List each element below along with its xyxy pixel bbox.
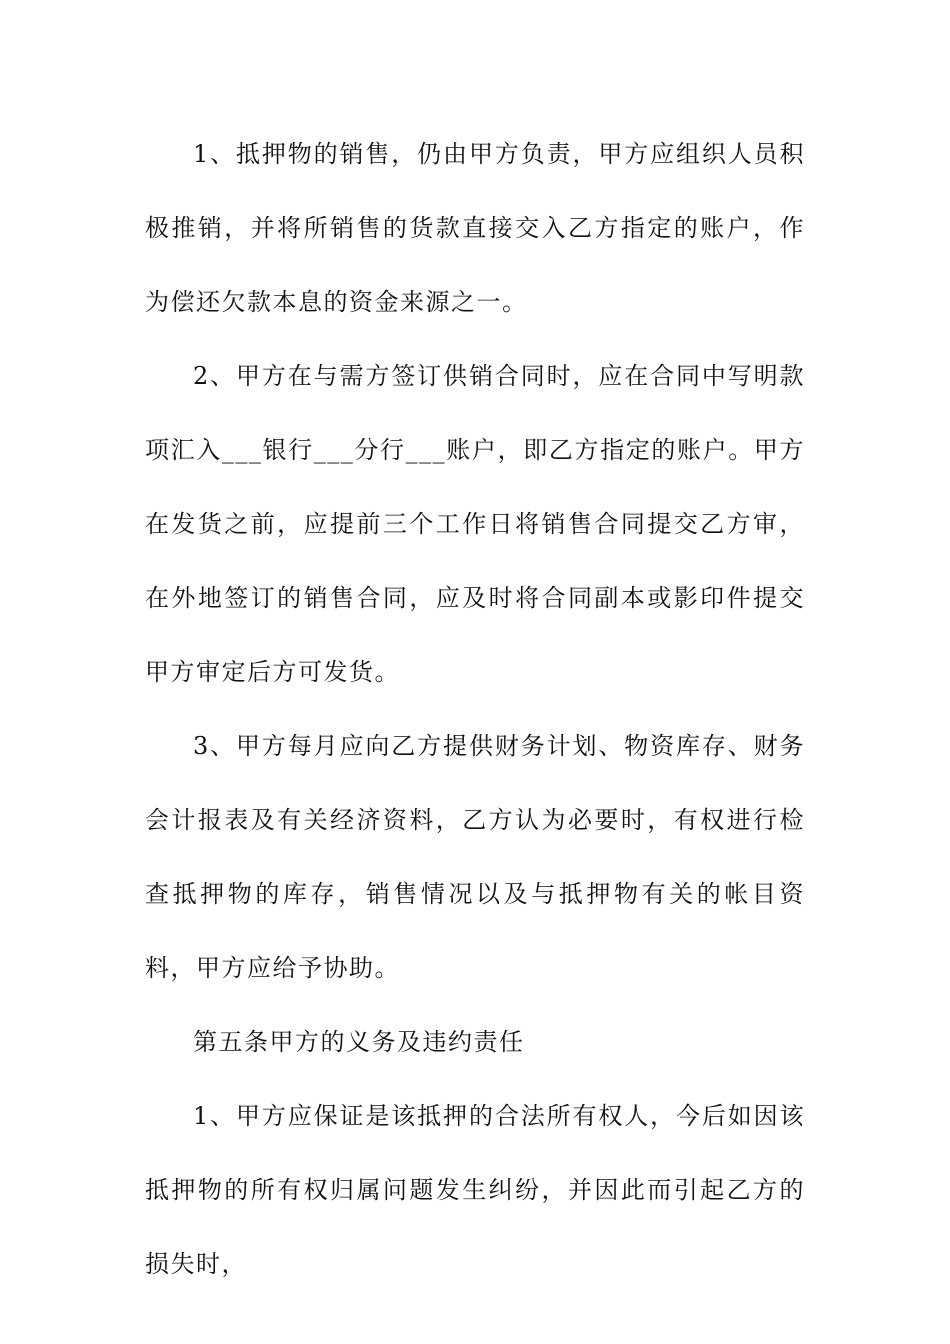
paragraph-supply-contract: 2、甲方在与需方签订供销合同时，应在合同中写明款项汇入___银行___分行___账户，即乙方指定的账户。甲方在发货之前，应提前三个工作日将销售合同提交乙方审，在外地签订的销售合同，应及时将合同副本或影印件提交甲方审定后方可发货。 <box>145 362 805 686</box>
paragraph-ownership-guarantee: 1、甲方应保证是该抵押的合法所有权人，今后如因该抵押物的所有权归属问题发生纠纷，并因此而引起乙方的损失时， <box>145 1102 805 1278</box>
document-body <box>145 117 805 1301</box>
paragraph-sales-responsibility: 1、抵押物的销售，仍由甲方负责，甲方应组织人员积极推销，并将所销售的货款直接交入乙方指定的账户，作为偿还欠款本息的资金来源之一。 <box>145 140 805 316</box>
section-heading-article-five: 第五条甲方的义务及违约责任 <box>193 1028 525 1056</box>
paragraph-financial-reports: 3、甲方每月应向乙方提供财务计划、物资库存、财务会计报表及有关经济资料，乙方认为必要时，有权进行检查抵押物的库存，销售情况以及与抵押物有关的帐目资料，甲方应给予协助。 <box>145 732 805 982</box>
